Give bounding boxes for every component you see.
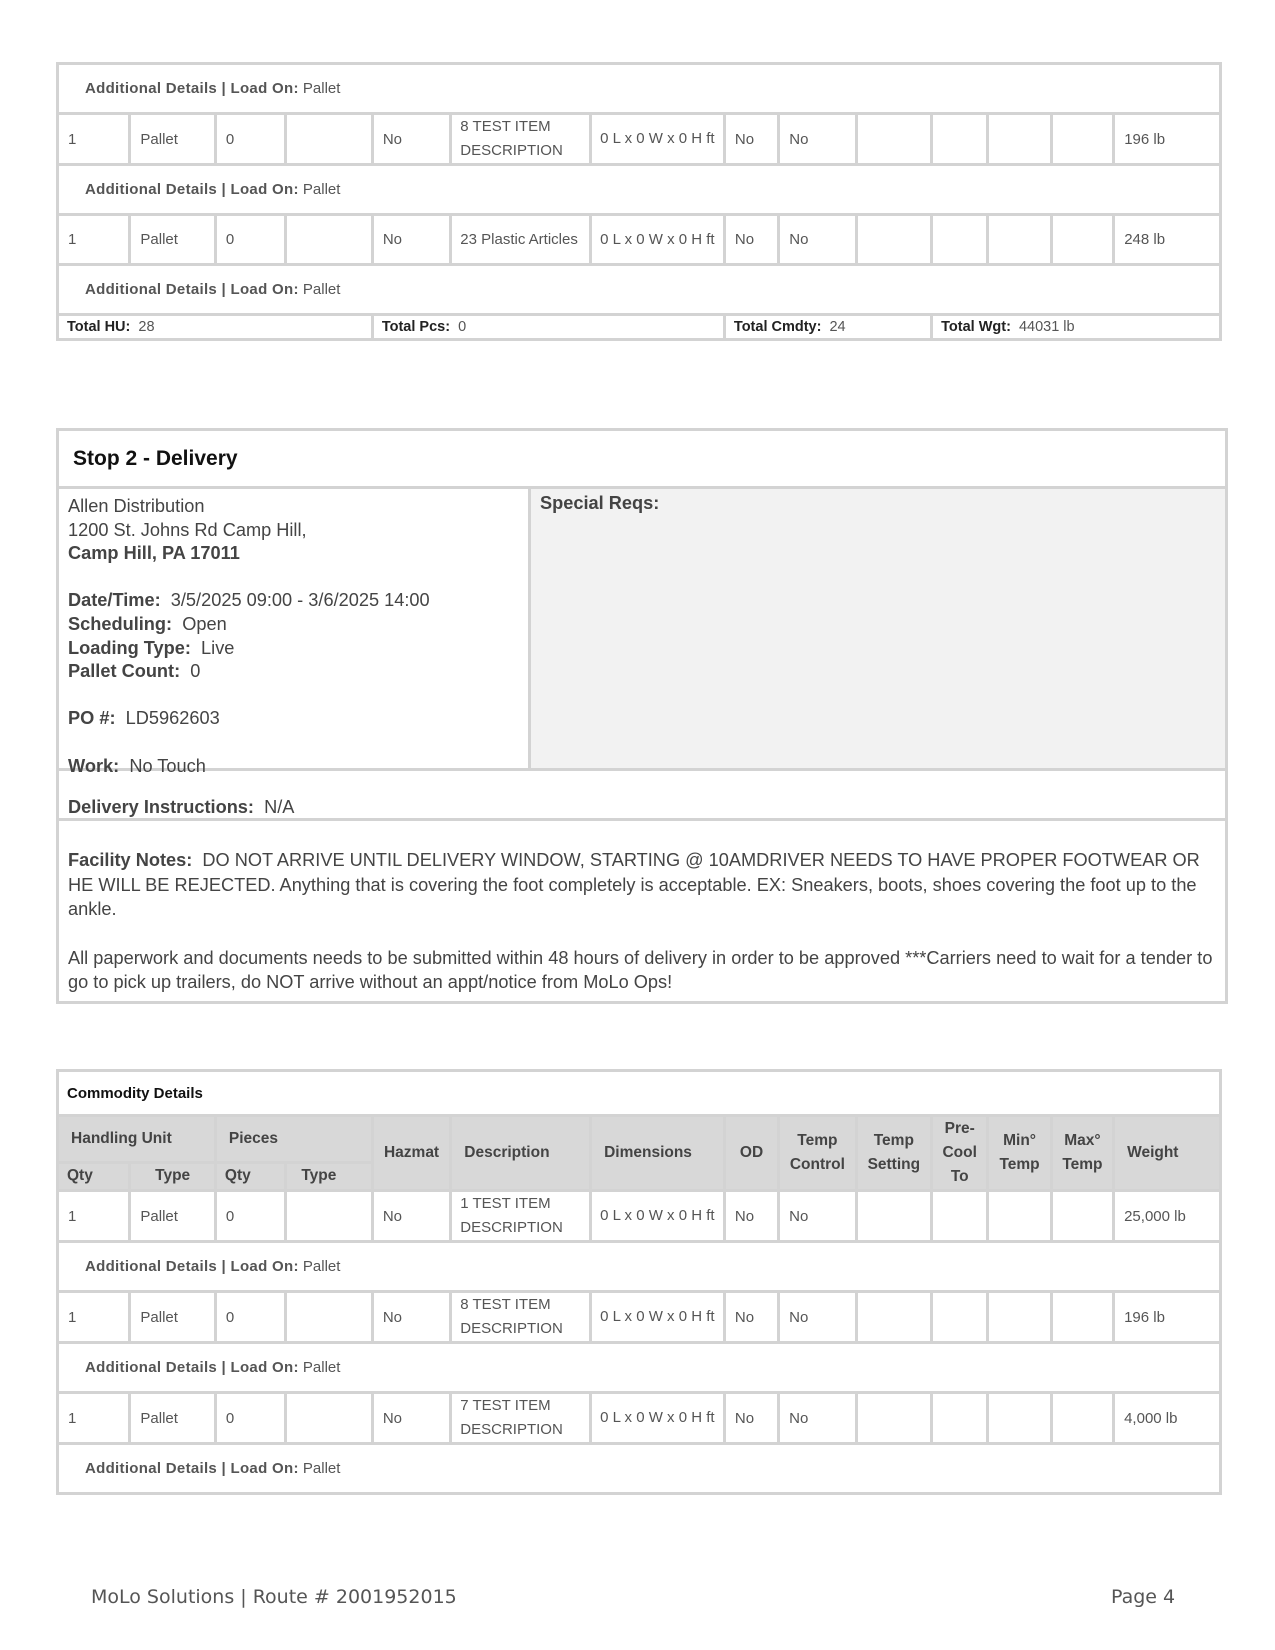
pieces-qty-cell: 0 [215, 114, 285, 165]
total-cmdty: Total Cmdty: 24 [724, 315, 931, 340]
commodity-header [58, 1071, 1221, 1191]
min-temp-cell [988, 114, 1051, 165]
th-hu-type: Type [130, 1162, 215, 1190]
totals-row [58, 315, 1221, 340]
th-hu-qty: Qty [58, 1162, 130, 1190]
min-temp-cell [988, 1292, 1051, 1343]
th-pcs-qty: Qty [215, 1162, 285, 1190]
street-address: 1200 St. Johns Rd Camp Hill, [68, 519, 307, 540]
pieces-qty-cell: 0 [215, 1292, 285, 1343]
dimensions-cell: 0 L x 0 W x 0 H ft [591, 1292, 725, 1343]
th-pcs-type: Type [286, 1162, 373, 1190]
dimensions-cell: 0 L x 0 W x 0 H ft [591, 1191, 725, 1242]
scheduling-line: Scheduling: Open [68, 613, 227, 634]
additional-details-cell: Additional Details | Load On: Pallet [58, 265, 1221, 315]
additional-details-cell: Additional Details | Load On: Pallet [58, 1343, 1221, 1393]
commodity-details-table [56, 1069, 1222, 1495]
temp-control-cell: No [779, 1292, 856, 1343]
hazmat-cell: No [372, 1393, 450, 1444]
th-max-temp: Max° Temp [1051, 1116, 1113, 1191]
top-table-body [58, 64, 1221, 315]
hazmat-cell: No [372, 1292, 450, 1343]
th-weight: Weight [1114, 1116, 1221, 1191]
th-min-temp: Min° Temp [988, 1116, 1051, 1191]
pieces-qty-cell: 0 [215, 215, 285, 265]
stop-title: Stop 2 - Delivery [59, 431, 1225, 489]
commodity-table-continued [56, 62, 1222, 341]
hazmat-cell: No [372, 215, 450, 265]
weight-cell: 4,000 lb [1114, 1393, 1221, 1444]
pieces-qty-cell: 0 [215, 1393, 285, 1444]
type-cell: Pallet [130, 1191, 215, 1242]
pieces-type-cell [286, 1292, 373, 1343]
dimensions-cell: 0 L x 0 W x 0 H ft [591, 1393, 725, 1444]
th-dimensions: Dimensions [591, 1116, 725, 1191]
temp-setting-cell [856, 1292, 931, 1343]
description-cell: 1 TEST ITEM DESCRIPTION [451, 1191, 591, 1242]
additional-details-cell: Additional Details | Load On: Pallet [58, 165, 1221, 215]
precool-cell [932, 215, 988, 265]
commodity-body [58, 1191, 1221, 1494]
dimensions-cell: 0 L x 0 W x 0 H ft [591, 114, 725, 165]
total-hu: Total HU: 28 [58, 315, 373, 340]
th-precool: Pre-Cool To [932, 1116, 988, 1191]
max-temp-cell [1051, 215, 1113, 265]
max-temp-cell [1051, 1292, 1113, 1343]
precool-cell [932, 1292, 988, 1343]
max-temp-cell [1051, 1393, 1113, 1444]
weight-cell: 196 lb [1114, 114, 1221, 165]
od-cell: No [724, 114, 778, 165]
th-temp-control: Temp Control [779, 1116, 856, 1191]
table-row [58, 1191, 1221, 1242]
od-cell: No [724, 1393, 778, 1444]
pieces-type-cell [286, 1393, 373, 1444]
weight-cell: 25,000 lb [1114, 1191, 1221, 1242]
temp-setting-cell [856, 114, 931, 165]
datetime-line: Date/Time: 3/5/2025 09:00 - 3/6/2025 14:00 [68, 590, 430, 611]
hazmat-cell: No [372, 1191, 450, 1242]
th-handling-unit: Handling Unit [58, 1116, 216, 1163]
th-temp-setting: Temp Setting [856, 1116, 931, 1191]
pieces-qty-cell: 0 [215, 1191, 285, 1242]
weight-cell: 248 lb [1114, 215, 1221, 265]
type-cell: Pallet [130, 1393, 215, 1444]
th-od: OD [724, 1116, 778, 1191]
additional-details-row [58, 1444, 1221, 1494]
dimensions-cell: 0 L x 0 W x 0 H ft [591, 215, 725, 265]
company-name: Allen Distribution [68, 496, 205, 516]
type-cell: Pallet [130, 215, 216, 265]
description-cell: 7 TEST ITEM DESCRIPTION [451, 1393, 591, 1444]
facility-notes [59, 821, 1225, 1001]
delivery-instructions: Delivery Instructions: N/A [59, 771, 1225, 821]
precool-cell [932, 1191, 988, 1242]
precool-cell [932, 114, 988, 165]
loading-type-line: Loading Type: Live [68, 637, 235, 658]
total-wgt: Total Wgt: 44031 lb [932, 315, 1221, 340]
qty-cell: 1 [58, 1393, 130, 1444]
totals-row-group [58, 315, 1221, 340]
qty-cell: 1 [58, 215, 130, 265]
po-line: PO #: LD5962603 [68, 708, 220, 729]
qty-cell: 1 [58, 1191, 130, 1242]
city-state-zip: Camp Hill, PA 17011 [68, 543, 240, 564]
stop-address-panel [59, 489, 531, 776]
additional-details-row [58, 1242, 1221, 1292]
additional-details-row [58, 64, 1221, 114]
additional-details-row [58, 165, 1221, 215]
th-hazmat: Hazmat [372, 1116, 450, 1191]
additional-details-cell: Additional Details | Load On: Pallet [58, 1444, 1221, 1494]
temp-setting-cell [856, 215, 931, 265]
commodity-title: Commodity Details [58, 1071, 1221, 1116]
temp-control-cell: No [779, 114, 856, 165]
additional-details-cell: Additional Details | Load On: Pallet [58, 64, 1221, 114]
pieces-type-cell [286, 1191, 373, 1242]
work-line: Work: No Touch [68, 755, 206, 776]
th-description: Description [451, 1116, 591, 1191]
od-cell: No [724, 1191, 778, 1242]
min-temp-cell [988, 1393, 1051, 1444]
th-pieces: Pieces [215, 1116, 372, 1163]
pieces-type-cell [286, 114, 373, 165]
footer-route: MoLo Solutions | Route # 2001952015 [91, 1586, 457, 1608]
min-temp-cell [988, 1191, 1051, 1242]
temp-setting-cell [856, 1393, 931, 1444]
facility-notes-main: Facility Notes: DO NOT ARRIVE UNTIL DELIVERY WINDOW, STARTING @ 10AMDRIVER NEEDS TO HAVE PROPER FOOTWEAR OR HE WILL BE REJECTED. Anything that is covering the foot completely is acceptable. EX: Sneakers, boots, shoes covering the foot up to the ankle. [68, 850, 1200, 919]
footer-page-number: Page 4 [1111, 1586, 1176, 1608]
total-pcs: Total Pcs: 0 [372, 315, 724, 340]
pallet-count-line: Pallet Count: 0 [68, 661, 201, 682]
stop-info-row [59, 489, 1225, 776]
max-temp-cell [1051, 1191, 1113, 1242]
od-cell: No [724, 215, 778, 265]
qty-cell: 1 [58, 114, 130, 165]
description-cell: 8 TEST ITEM DESCRIPTION [451, 114, 591, 165]
temp-control-cell: No [779, 1393, 856, 1444]
type-cell: Pallet [130, 114, 216, 165]
min-temp-cell [988, 215, 1051, 265]
additional-details-row [58, 1343, 1221, 1393]
description-cell: 23 Plastic Articles [451, 215, 591, 265]
pieces-type-cell [286, 215, 373, 265]
additional-details-row [58, 265, 1221, 315]
precool-cell [932, 1393, 988, 1444]
special-reqs-label: Special Reqs: [540, 493, 660, 513]
temp-setting-cell [856, 1191, 931, 1242]
description-cell: 8 TEST ITEM DESCRIPTION [451, 1292, 591, 1343]
weight-cell: 196 lb [1114, 1292, 1221, 1343]
max-temp-cell [1051, 114, 1113, 165]
table-row [58, 1292, 1221, 1343]
temp-control-cell: No [779, 215, 856, 265]
additional-details-cell: Additional Details | Load On: Pallet [58, 1242, 1221, 1292]
table-row [58, 1393, 1221, 1444]
table-row [58, 114, 1221, 165]
qty-cell: 1 [58, 1292, 130, 1343]
od-cell: No [724, 1292, 778, 1343]
table-row [58, 215, 1221, 265]
facility-notes-paperwork: All paperwork and documents needs to be submitted within 48 hours of delivery in order to be approved ***Carriers need to wait for a tender to go to pick up trailers, do NOT arrive without an appt/notice from MoLo Ops! [68, 947, 1213, 992]
hazmat-cell: No [372, 114, 450, 165]
type-cell: Pallet [130, 1292, 215, 1343]
stop-block [56, 428, 1228, 1004]
special-reqs-panel [531, 489, 1225, 768]
temp-control-cell: No [779, 1191, 856, 1242]
